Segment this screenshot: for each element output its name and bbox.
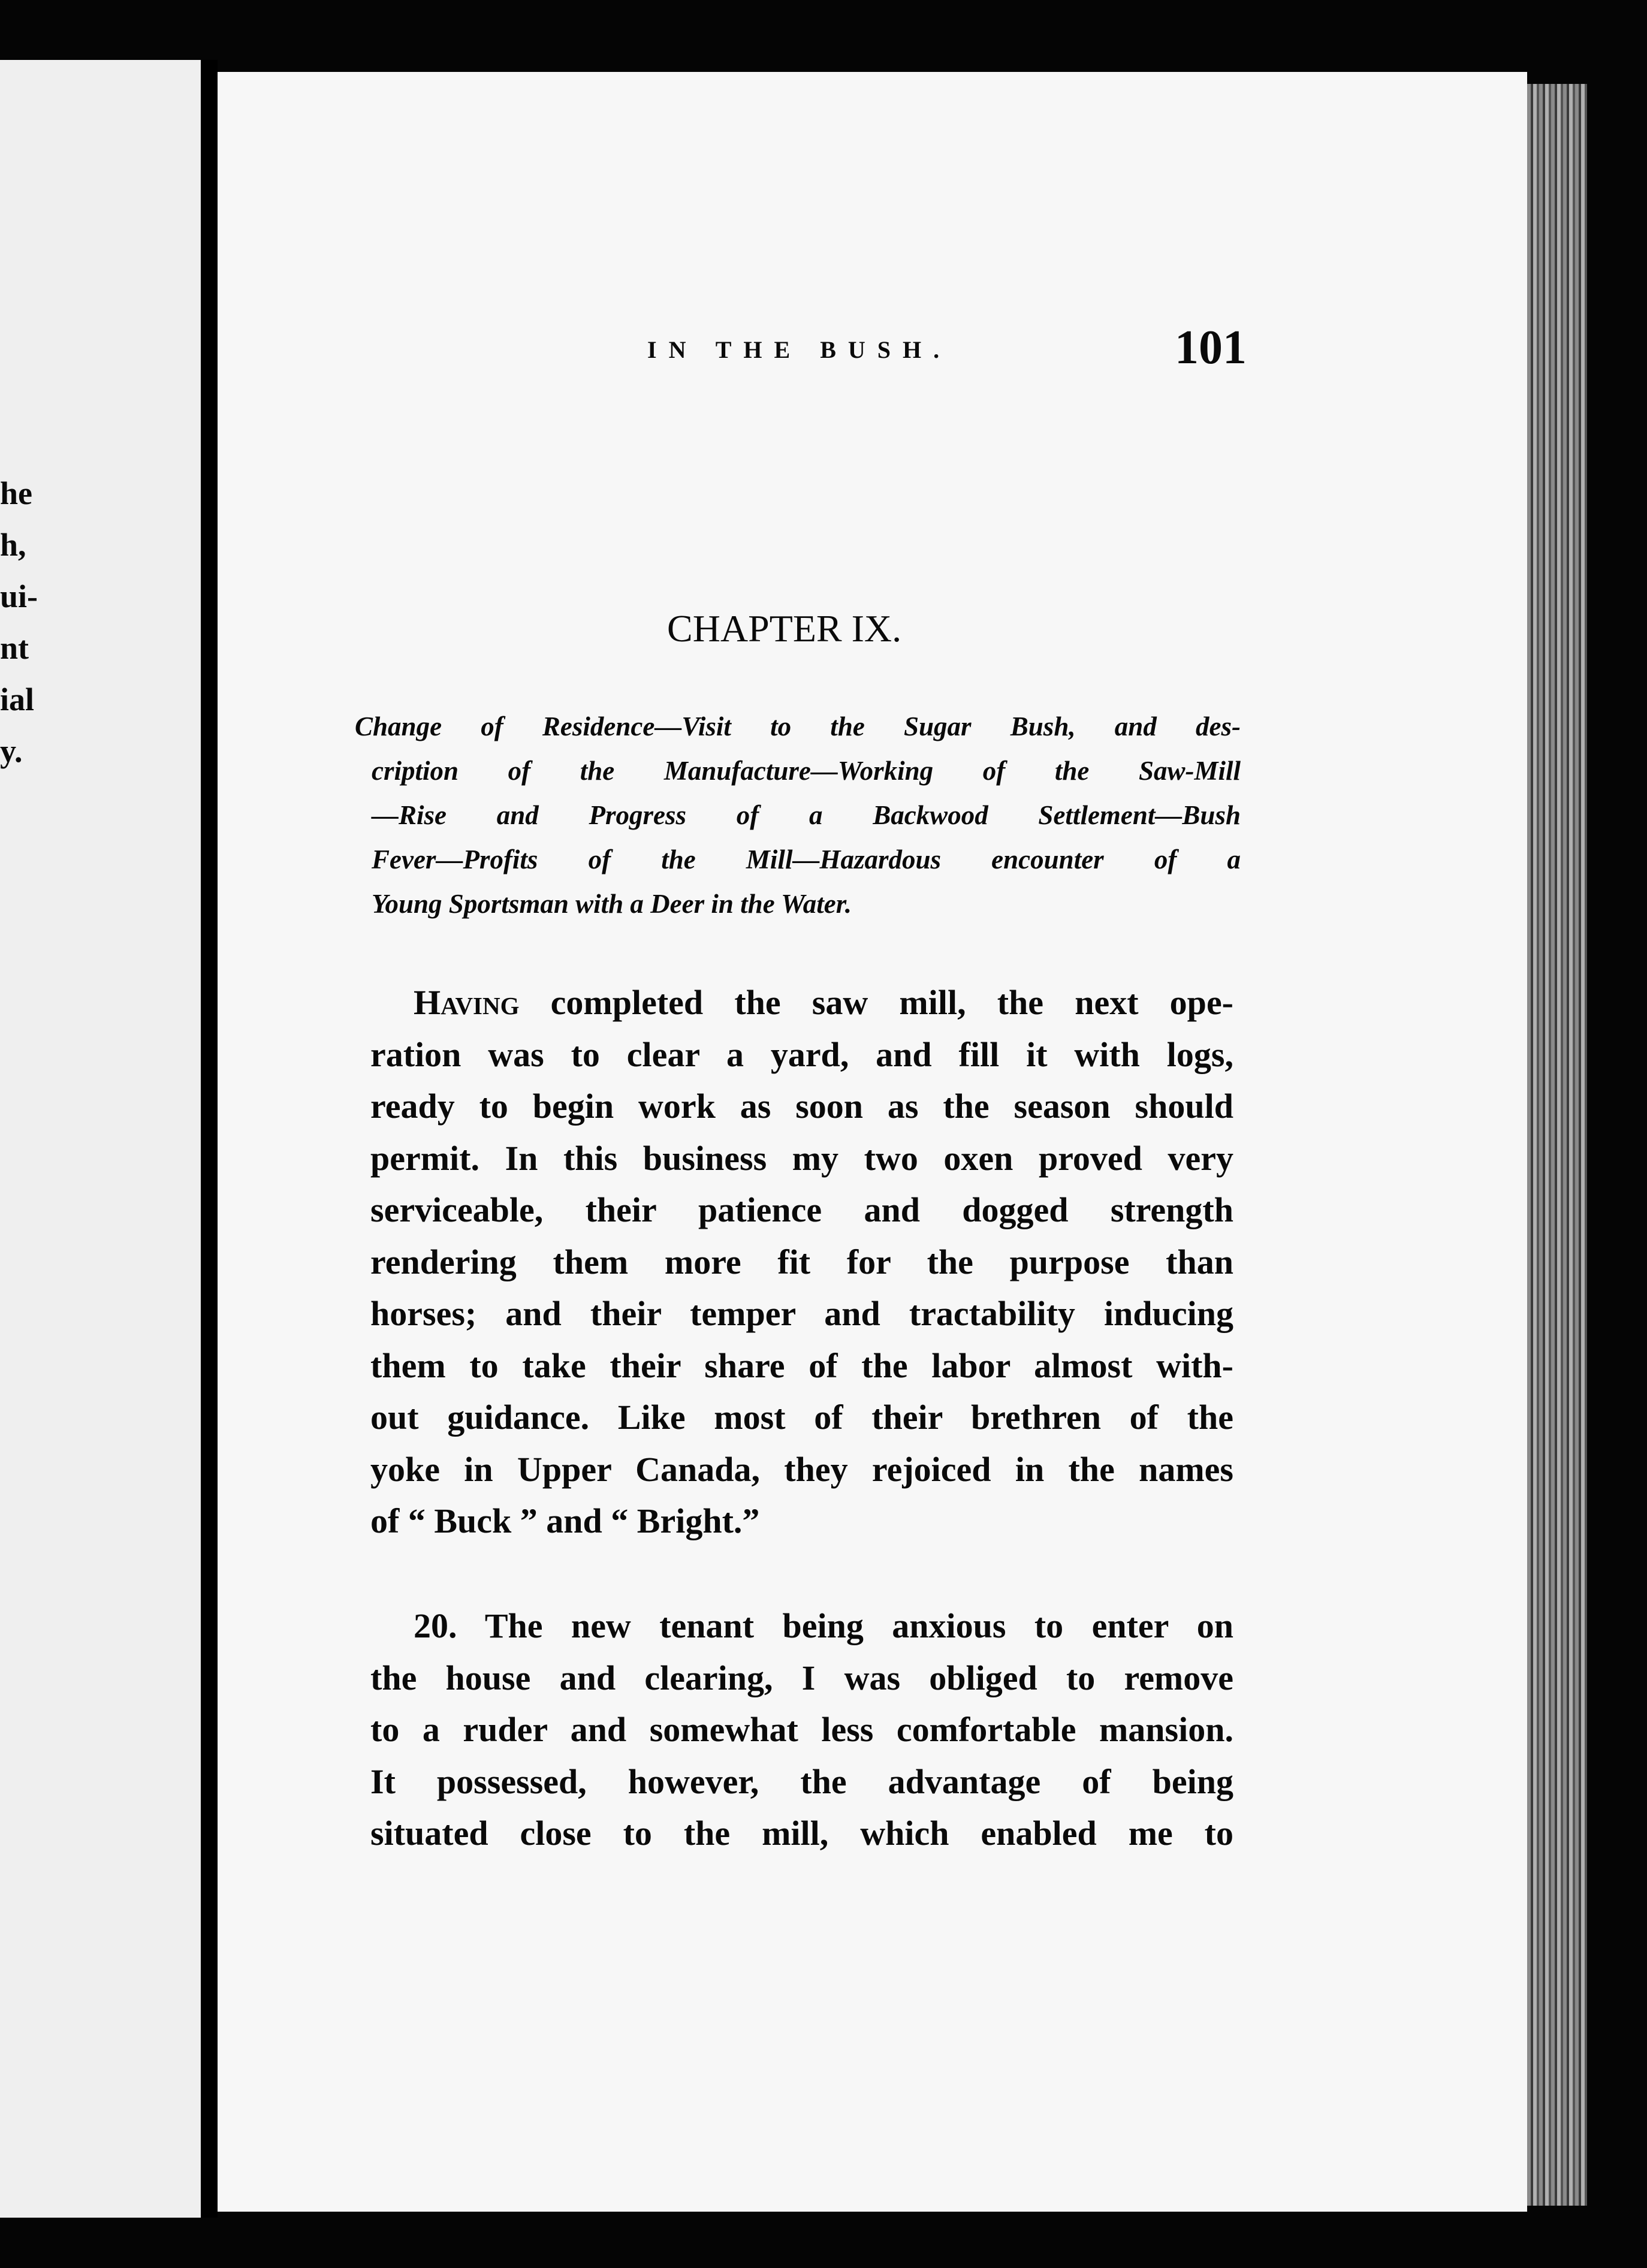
facing-page-line: y. — [0, 733, 23, 769]
summary-line: Change of Residence—Visit to the Sugar Bush, and des- — [355, 711, 1241, 741]
facing-page — [0, 60, 201, 2218]
paragraph-line: yoke in Upper Canada, they rejoiced in the names — [370, 1449, 1233, 1489]
paragraph-line: them to take their share of the labor almost with- — [370, 1346, 1233, 1385]
paragraph-line: rendering them more fit for the purpose than — [370, 1242, 1233, 1281]
summary-line: Young Sportsman with a Deer in the Water. — [372, 889, 852, 919]
summary-line: cription of the Manufacture—Working of the Saw-Mill — [372, 756, 1241, 786]
paragraph-line: It possessed, however, the advantage of being — [370, 1762, 1233, 1801]
summary-line: Fever—Profits of the Mill—Hazardous encounter of a — [372, 845, 1241, 874]
paragraph-2 — [370, 1600, 1233, 1860]
book-gutter — [201, 60, 218, 2218]
paragraph-line: situated close to the mill, which enabled me to — [370, 1814, 1233, 1853]
paragraph-line: out guidance. Like most of their brethren of the — [370, 1398, 1233, 1437]
facing-page-line: ial — [0, 681, 35, 717]
paragraph-line: horses; and their temper and tractability inducing — [370, 1294, 1233, 1333]
facing-page-text — [0, 468, 201, 777]
facing-page-line: nt — [0, 630, 29, 666]
paragraph-line: permit. In this business my two oxen proved very — [370, 1138, 1233, 1178]
page-number: 101 — [1175, 321, 1247, 374]
facing-page-line: h, — [0, 527, 26, 563]
paragraph-line: ration was to clear a yard, and fill it with logs, — [370, 1035, 1233, 1074]
paragraph-line-text: completed the saw mill, the next ope- — [519, 983, 1233, 1022]
paragraph-line: to a ruder and somewhat less comfortable mansion. — [370, 1710, 1233, 1749]
summary-line: —Rise and Progress of a Backwood Settlement—Bush — [372, 800, 1241, 830]
chapter-title: CHAPTER IX. — [667, 607, 902, 650]
lead-word: Having — [414, 983, 520, 1022]
paragraph-1 — [370, 977, 1233, 1548]
paragraph-line: ready to begin work as soon as the season should — [370, 1087, 1233, 1126]
facing-page-line: he — [0, 475, 32, 511]
facing-page-line: ui- — [0, 578, 38, 614]
paragraph-line: serviceable, their patience and dogged strength — [370, 1190, 1233, 1229]
page-edges — [1527, 84, 1587, 2206]
paragraph-line: the house and clearing, I was obliged to remove — [370, 1658, 1233, 1697]
chapter-summary — [355, 704, 1241, 926]
paragraph-line — [370, 977, 1233, 1029]
paragraph-line: of “ Buck ” and “ Bright.” — [370, 1501, 760, 1540]
running-head: IN THE BUSH. — [647, 336, 952, 363]
paragraph-line: 20. The new tenant being anxious to enter on — [414, 1606, 1233, 1645]
